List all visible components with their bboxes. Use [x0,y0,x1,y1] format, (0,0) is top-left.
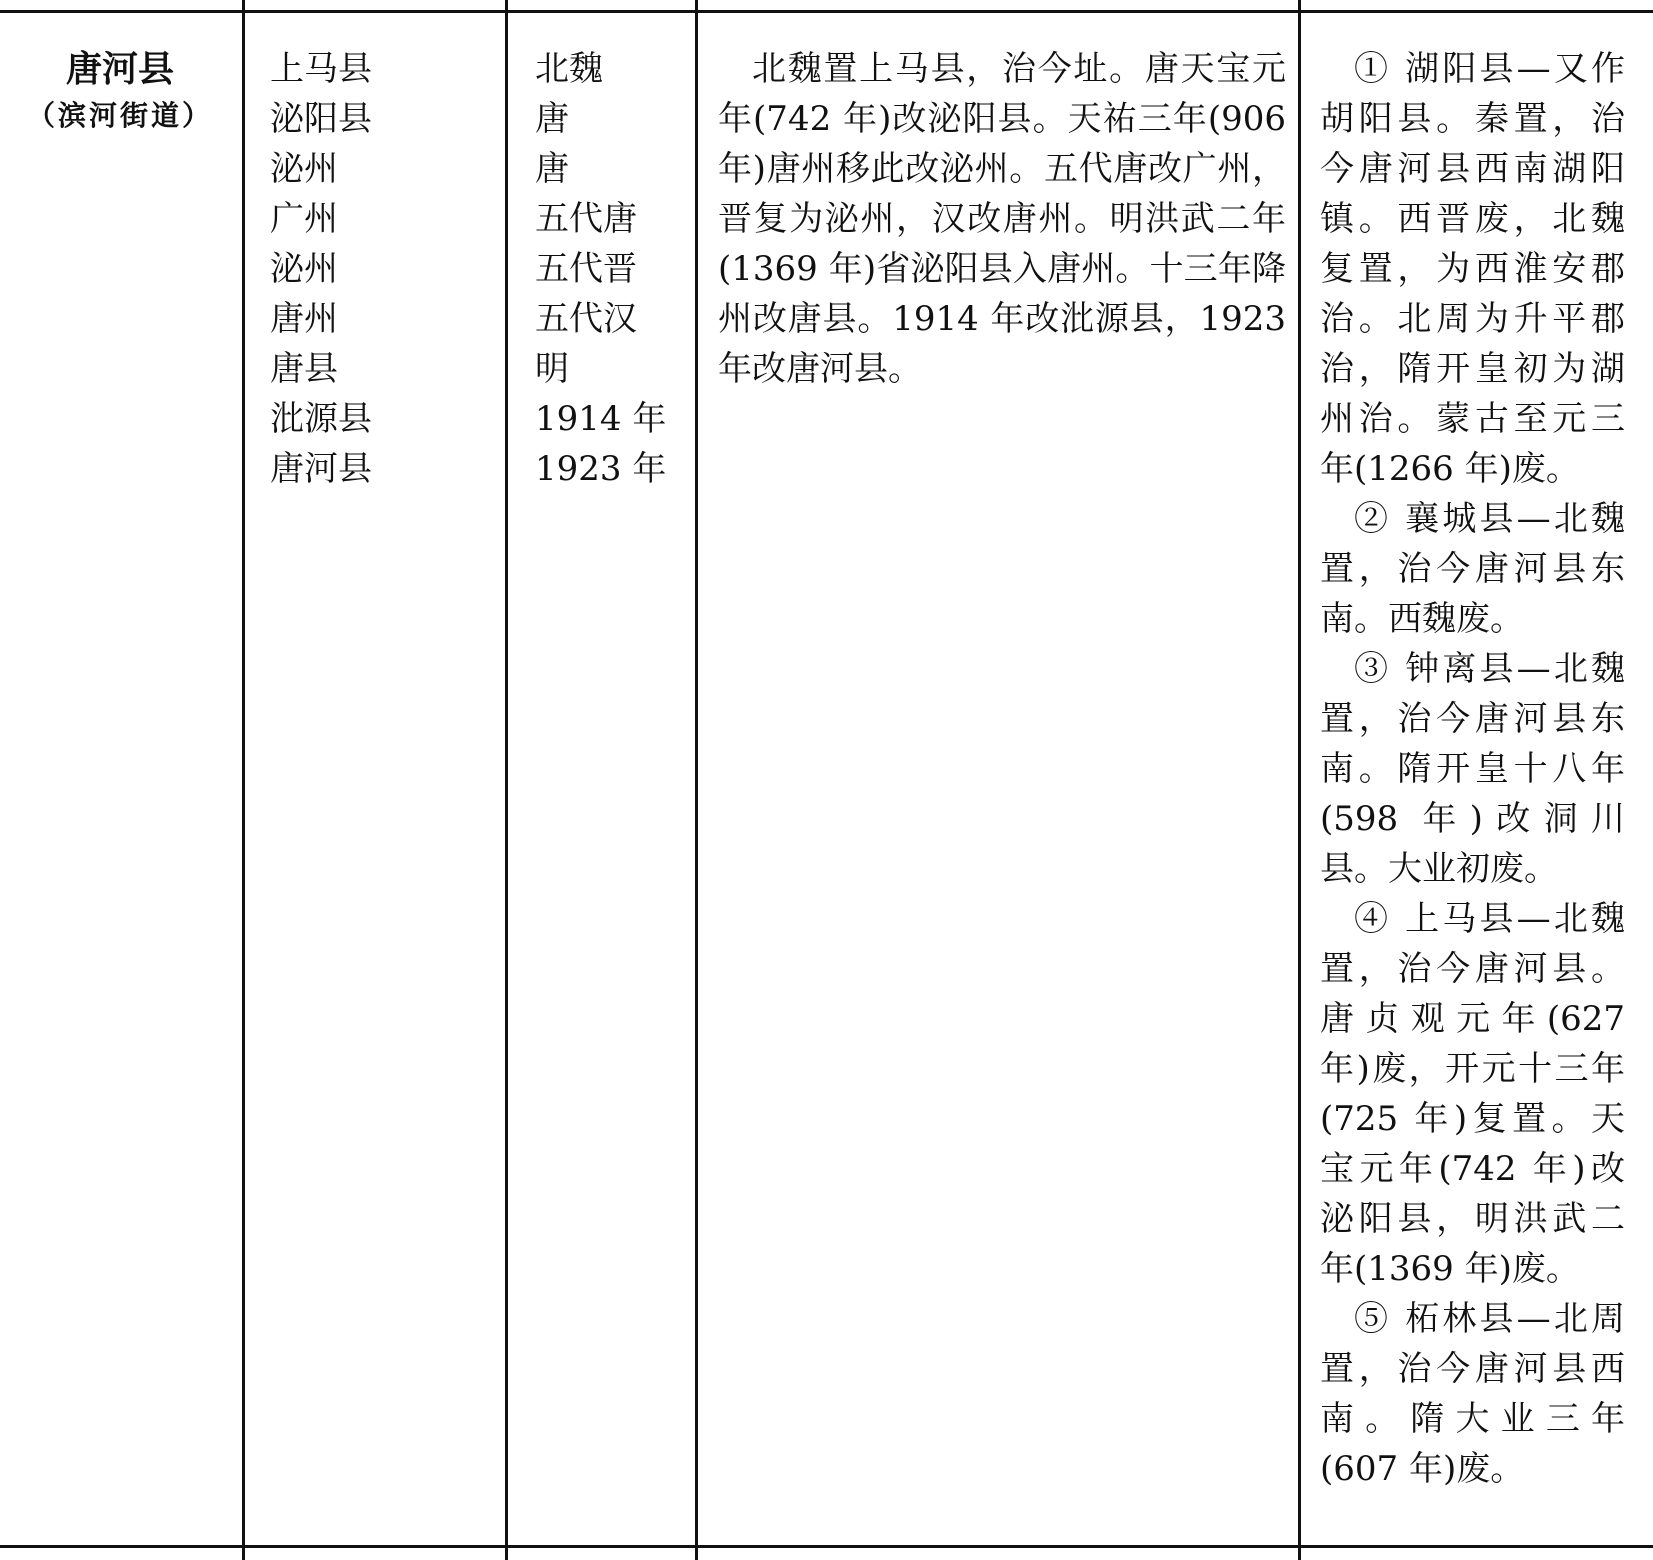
dynasty-entry: 北魏 [535,49,603,89]
county-name: 唐河县 [65,48,174,90]
dynasty-entry: 唐 [535,149,569,189]
note-item: ④ 上马县—北魏置，治今唐河县。唐贞观元年(627 年)废，开元十三年(725 年)复置。天宝元年(742 年)改泌阳县，明洪武二年(1369 年)废。 [1320,899,1625,1289]
column-divider-2 [505,0,508,1560]
dynasty-cell [535,0,685,1560]
historical-name: 上马县 [270,49,372,89]
historical-name: 泌州 [270,249,338,289]
dynasty-entry: 1923 年 [535,449,667,489]
note-item: ③ 钟离县—北魏置，治今唐河县东南。隋开皇十八年(598 年)改洞川县。大业初废。 [1320,649,1625,889]
dynasty-entry: 五代晋 [535,249,637,289]
historical-name: 泌州 [270,149,338,189]
column-divider-1 [242,0,245,1560]
dynasty-entry: 明 [535,349,569,389]
column-divider-3 [695,0,698,1560]
historical-name: 泌阳县 [270,99,372,139]
notes-cell [1320,0,1625,1560]
column-divider-4 [1298,0,1301,1560]
historical-name: 唐州 [270,299,338,339]
dynasty-entry: 1914 年 [535,399,667,439]
note-item: ⑤ 柘林县—北周置，治今唐河县西南。隋大业三年(607 年)废。 [1320,1299,1625,1489]
dynasty-entry: 五代唐 [535,199,637,239]
evolution-description: 北魏置上马县，治今址。唐天宝元年(742 年)改泌阳县。天祐三年(906 年)唐州移此改泌州。五代唐改广州，晋复为泌州，汉改唐州。明洪武二年(1369 年)省泌阳县入唐州。十三年降州改唐县。1914 年改沘源县，1923 年改唐河县。 [718,49,1286,389]
historical-names-cell [270,0,500,1560]
historical-name: 沘源县 [270,399,372,439]
dynasty-entry: 唐 [535,99,569,139]
county-subdistrict: （滨河街道） [26,99,213,132]
county-cell [0,0,240,1560]
dynasty-entry: 五代汉 [535,299,637,339]
note-item: ② 襄城县—北魏置，治今唐河县东南。西魏废。 [1320,499,1625,639]
historical-name: 唐县 [270,349,338,389]
historical-name: 唐河县 [270,449,372,489]
historical-name: 广州 [270,199,338,239]
note-item: ① 湖阳县—又作胡阳县。秦置，治今唐河县西南湖阳镇。西晋废，北魏复置，为西淮安郡治。北周为升平郡治，隋开皇初为湖州治。蒙古至元三年(1266 年)废。 [1320,49,1625,489]
